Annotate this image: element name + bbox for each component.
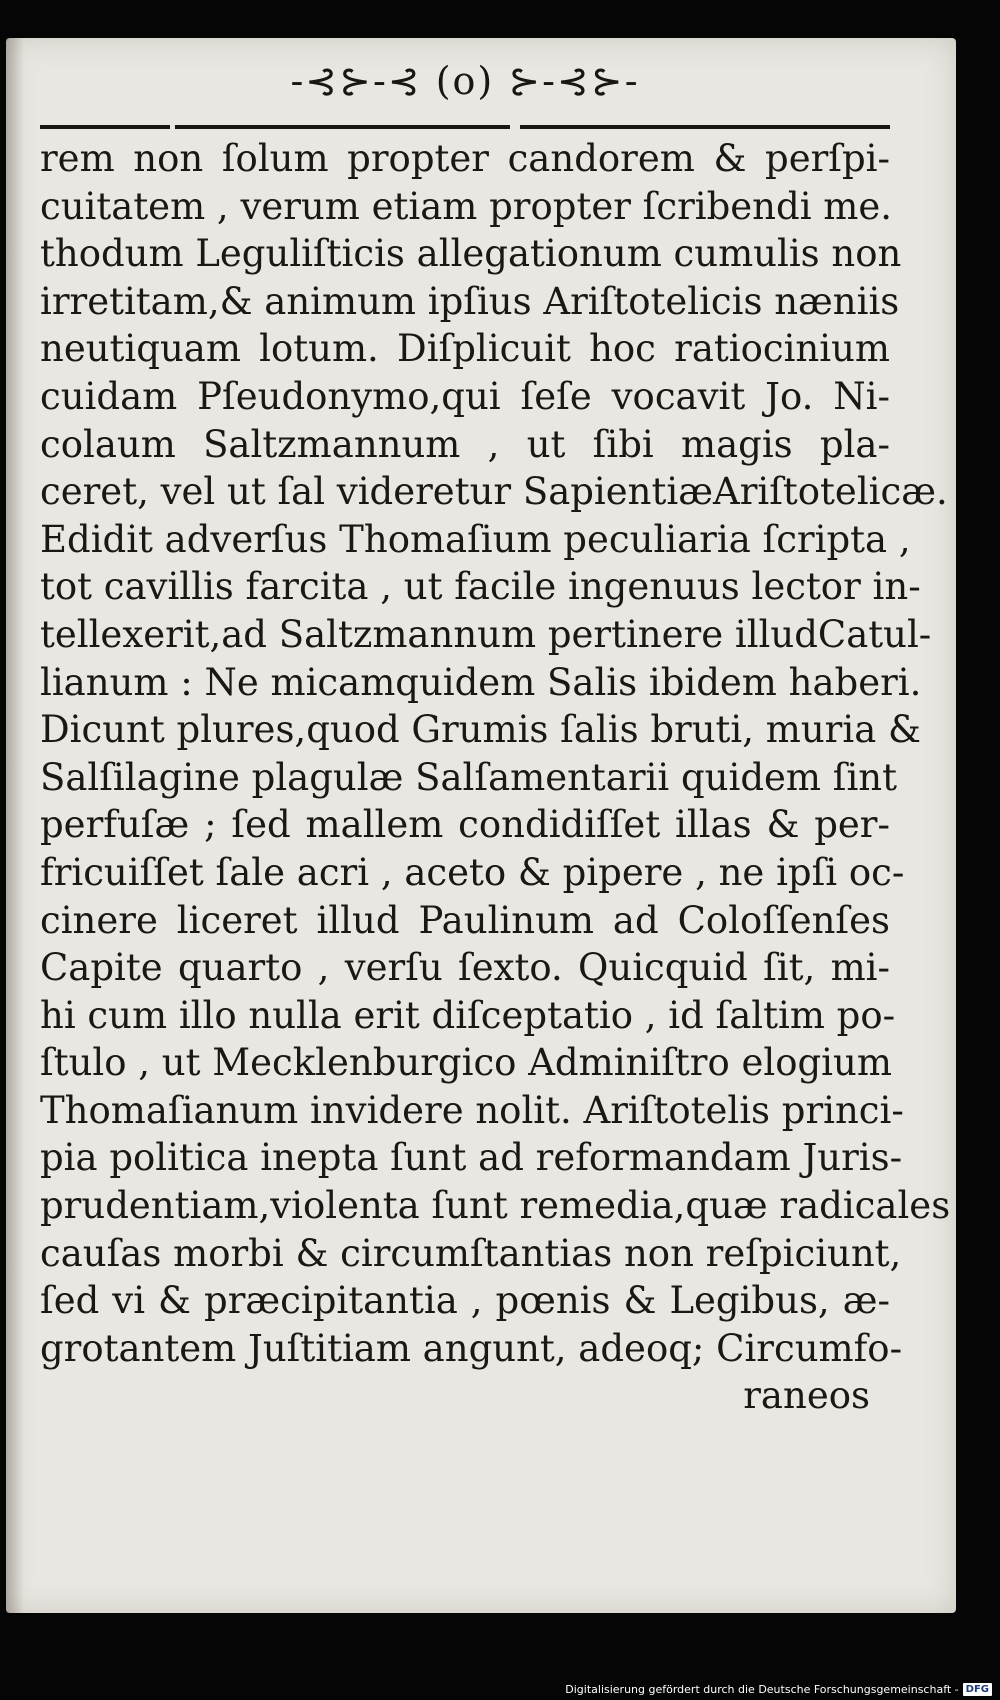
text-line: grotantem Juſtitiam angunt, adeoq; Circumfo- bbox=[40, 1326, 903, 1370]
page-signature: -⊰⊱-⊰ (o) ⊱-⊰⊱- bbox=[290, 59, 640, 103]
header-rule bbox=[40, 125, 890, 129]
text-line: neutiquam lotum. Diſplicuit hoc ratiocinium bbox=[40, 327, 890, 371]
text-line: cuitatem , verum etiam propter ſcribendi me. bbox=[40, 184, 893, 228]
text-line: perfuſæ ; ſed mallem condidiſſet illas & per- bbox=[40, 803, 890, 847]
text-line: Edidit adverſus Thomaſium peculiaria ſcripta , bbox=[40, 517, 911, 561]
text-line: pia politica inepta ſunt ad reformandam Juris- bbox=[40, 1136, 903, 1180]
body-text bbox=[40, 135, 951, 1420]
text-line: tot cavillis farcita , ut facile ingenuus lector in- bbox=[40, 565, 921, 609]
text-line: colaum Saltzmannum , ut ſibi magis pla- bbox=[40, 422, 890, 466]
text-line: Capite quarto , verſu ſexto. Quicquid ſit, mi- bbox=[40, 946, 890, 990]
credit-text: Digitalisierung gefördert durch die Deutsche Forschungsgemeinschaft - bbox=[565, 1682, 959, 1696]
text-line: fricuiſſet ſale acri , aceto & pipere , ne ipſi oc- bbox=[40, 850, 905, 894]
text-line: thodum Leguliſticis allegationum cumulis non bbox=[40, 232, 902, 276]
text-line: tellexerit,ad Saltzmannum pertinere illudCatul- bbox=[40, 612, 932, 656]
text-line: ſed vi & præcipitantia , pœnis & Legibus, æ- bbox=[40, 1279, 890, 1323]
text-line: rem non ſolum propter candorem & perſpi- bbox=[40, 137, 890, 180]
digitization-credit bbox=[565, 1681, 992, 1697]
text-line: ſtulo , ut Mecklenburgico Adminiſtro elogium bbox=[40, 1041, 892, 1085]
text-line: prudentiam,violenta ſunt remedia,quæ radicales bbox=[40, 1184, 951, 1228]
text-line: hi cum illo nulla erit diſceptatio , id ſaltim po- bbox=[40, 993, 896, 1037]
text-line: cinere liceret illud Paulinum ad Coloſſenſes bbox=[40, 898, 890, 942]
catchword: raneos bbox=[743, 1374, 870, 1418]
text-line: cuidam Pſeudonymo,qui ſeſe vocavit Jo. Ni- bbox=[40, 374, 890, 418]
text-line: Thomaſianum invidere nolit. Ariſtotelis princi- bbox=[40, 1088, 904, 1132]
text-line: ceret, vel ut ſal videretur SapientiæAriſtotelicæ. bbox=[40, 470, 948, 514]
text-line: irretitam,& animum ipſius Ariſtotelicis næniis bbox=[40, 279, 900, 323]
page-header bbox=[40, 55, 890, 105]
text-line: lianum : Ne micamquidem Salis ibidem haberi. bbox=[40, 660, 922, 704]
dfg-logo: DFG bbox=[963, 1683, 992, 1696]
text-line: Dicunt plures,quod Grumis ſalis bruti, muria & bbox=[40, 708, 921, 752]
text-line: Salſilagine plagulæ Salſamentarii quidem ſint bbox=[40, 755, 897, 799]
text-line: cauſas morbi & circumſtantias non reſpiciunt, bbox=[40, 1231, 902, 1275]
